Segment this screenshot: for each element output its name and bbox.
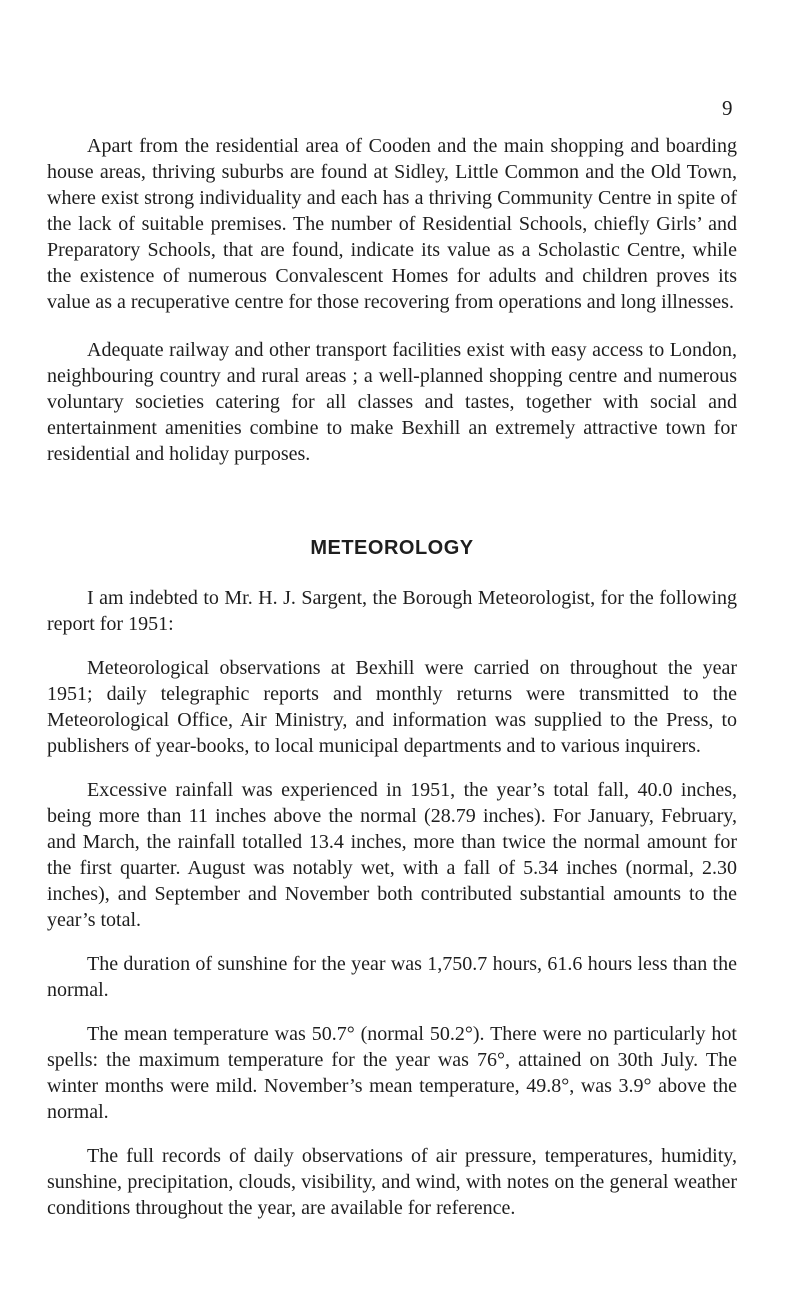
section-heading-meteorology: METEOROLOGY [310,537,474,559]
paragraph-observations: Meteorological observations at Bexhill were carried on throughout the year 1951; daily telegraphic reports and monthly returns were transmitted to the Meteorological Office, Air Ministry, and information was supplied to the Press, to publishers of year-books, to local municipal departments and to various inquirers. [47,657,737,757]
paragraph-records: The full records of daily observations of air pressure, temperatures, humidity, sunshine, precipitation, clouds, visibility, and wind, with notes on the general weather conditions throughout the year, are available for reference. [47,1145,737,1219]
paragraph-residential-areas: Apart from the residential area of Cooden and the main shopping and boarding house areas, thriving suburbs are found at Sidley, Little Common and the Old Town, where exist strong individuality and each has a thriving Community Centre in spite of the lack of suitable premises. The number of Residential Schools, chiefly Girls’ and Preparatory Schools, that are found, indicate its value as a Scholastic Centre, while the existence of numerous Convalescent Homes for adults and children proves its value as a recuperative centre for those recovering from operations and long illnesses. [47,135,737,313]
paragraph-rainfall: Excessive rainfall was experienced in 1951, the year’s total fall, 40.0 inches, being more than 11 inches above the normal (28.79 inches). For January, February, and March, the rainfall totalled 13.4 inches, more than twice the normal amount for the first quarter. August was notably wet, with a fall of 5.34 inches (normal, 2.30 inches), and September and November both contributed substantial amounts to the year’s total. [47,779,737,931]
paragraph-meteorology-intro: I am indebted to Mr. H. J. Sargent, the Borough Meteorologist, for the following report for 1951: [47,587,737,635]
paragraph-temperature: The mean temperature was 50.7° (normal 50.2°). There were no particularly hot spells: the maximum temperature for the year was 76°, attained on 30th July. The winter months were mild. November’s mean temperature, 49.8°, was 3.9° above the normal. [47,1023,737,1123]
paragraph-transport-facilities: Adequate railway and other transport facilities exist with easy access to London, neighbouring country and rural areas ; a well-planned shopping centre and numerous voluntary societies catering for all classes and tastes, together with social and entertainment amenities combine to make Bexhill an extremely attractive town for residential and holiday purposes. [47,339,737,465]
page-number: 9 [722,96,733,120]
paragraph-sunshine: The duration of sunshine for the year was 1,750.7 hours, 61.6 hours less than the normal. [47,953,737,1001]
page-content [47,133,737,1221]
